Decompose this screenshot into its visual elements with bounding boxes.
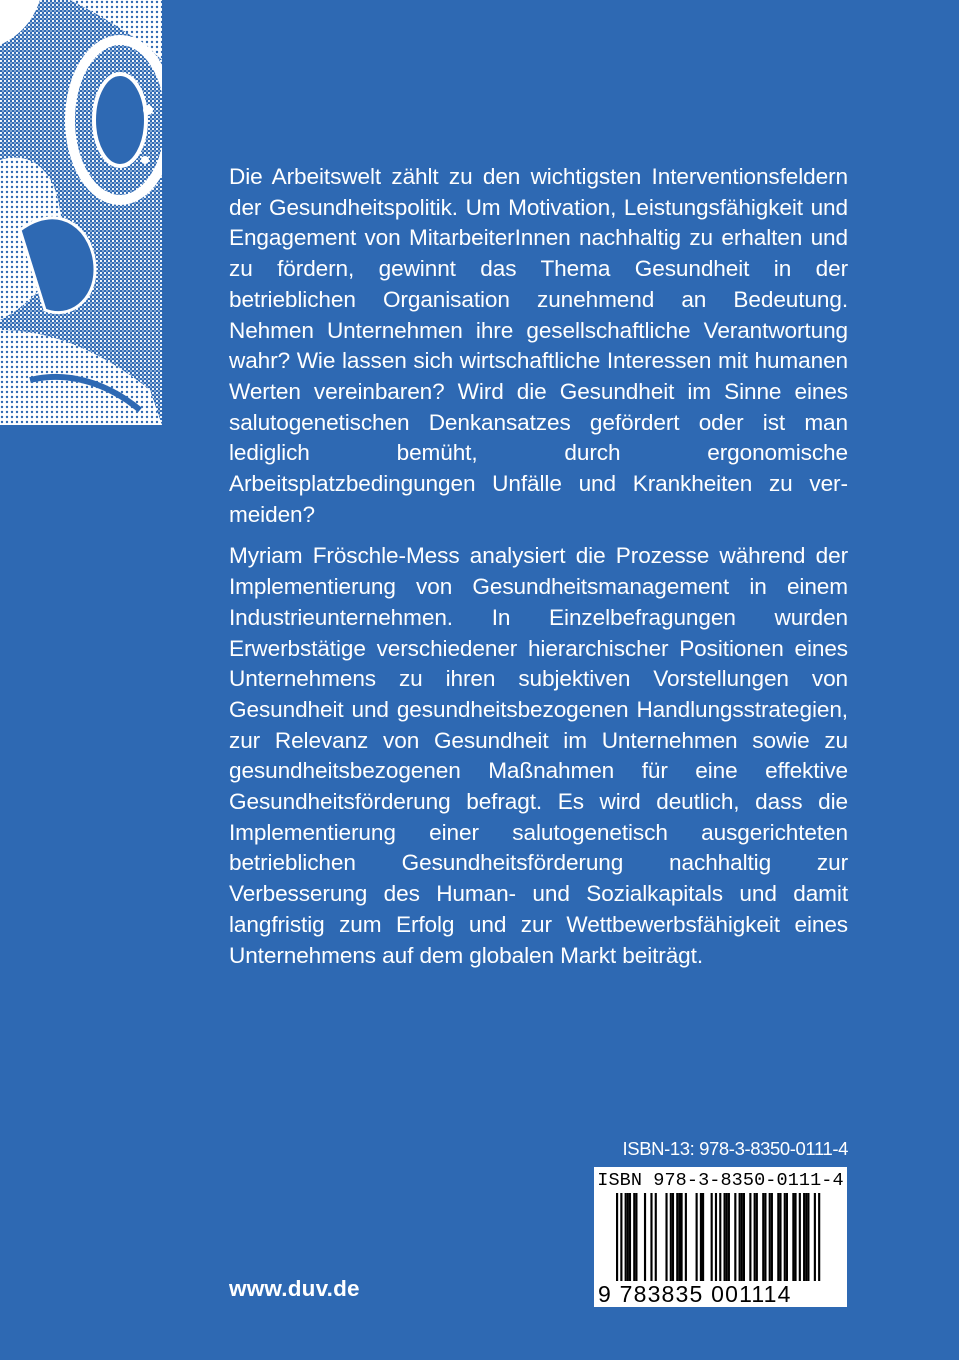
barcode-bar: [764, 1193, 766, 1283]
barcode-bar: [696, 1193, 698, 1283]
barcode-bar: [807, 1193, 809, 1283]
barcode-bar: [655, 1193, 657, 1283]
barcode-bar: [734, 1193, 736, 1283]
barcode-isbn-text: ISBN 978-3-8350-0111-4: [597, 1170, 844, 1191]
barcode-bar: [629, 1193, 631, 1283]
barcode-bar: [762, 1193, 764, 1283]
barcode-bar: [635, 1193, 637, 1283]
barcode-bar: [724, 1193, 726, 1283]
isbn13-label: ISBN-13: 978-3-8350-0111-4: [622, 1138, 848, 1159]
barcode-bar: [711, 1193, 713, 1283]
publisher-website: www.duv.de: [229, 1276, 360, 1301]
barcode-bar: [726, 1193, 728, 1283]
barcode-bar: [805, 1193, 807, 1283]
blurb-paragraph-1: Die Arbeitswelt zählt zu den wichtigsten Interventionsfeldern der Gesundheitspolitik. Um Motivation, Leistungsfähigkeit und Engagement von MitarbeiterInnen nachhaltig zu erhalten und zu fördern, gewinnt das Thema Gesundheit in der betrieblichen Organisation zunehmend an Bedeutung. Nehmen Unternehmen ihre gesellschaftliche Verantwortung wahr? Wie lassen sich wirtschaftliche Interessen mit humanen Werten vereinbaren? Wird die Gesundheit im Sinne eines salutogenetischen Denkansatzes gefördert oder ist man lediglich bemüht, durch ergonomische Arbeitsplatzbedingungen Unfälle und Krankheiten zu vermeiden?: [229, 164, 848, 527]
barcode-bar: [794, 1193, 796, 1283]
barcode-bar: [625, 1193, 627, 1283]
barcode-bar: [670, 1193, 672, 1283]
barcode-bar: [792, 1193, 794, 1283]
cover-photo-fragment: [0, 0, 162, 425]
barcode-bar: [741, 1193, 743, 1283]
barcode-bar: [728, 1193, 730, 1283]
barcode-bar: [685, 1193, 687, 1283]
barcode-bar: [700, 1193, 702, 1283]
barcode-bar: [756, 1193, 758, 1283]
barcode-bar: [769, 1193, 771, 1283]
barcode: [594, 1167, 847, 1307]
barcode-bar: [665, 1193, 667, 1283]
barcode-bar: [779, 1193, 781, 1283]
barcode-bar: [676, 1193, 678, 1283]
barcode-bar: [786, 1193, 788, 1283]
barcode-bar: [702, 1193, 704, 1283]
barcode-bar: [749, 1193, 751, 1283]
barcode-bar: [650, 1193, 652, 1283]
barcode-bar: [799, 1193, 801, 1283]
back-cover-blurb: [229, 162, 848, 971]
barcode-bar: [754, 1193, 756, 1283]
barcode-bar: [644, 1193, 646, 1283]
barcode-bar: [672, 1193, 674, 1283]
barcode-bar: [739, 1193, 741, 1283]
barcode-bar: [803, 1193, 805, 1283]
barcode-digits: 9 783835 001114: [594, 1281, 847, 1307]
barcode-bar: [771, 1193, 773, 1283]
barcode-bar: [681, 1193, 683, 1283]
blurb-paragraph-2: Myriam Fröschle-Mess analysiert die Prozesse während der Implementierung von Gesundheitsmanagement in einem Industrieunternehmen. In Einzelbefragungen wurden Erwerbstätige verschiedener hierarchischer Positionen eines Unternehmens zu ihren subjektiven Vorstellungen von Gesundheit und gesundheitsbezogenen Handlungsstrategien, zur Relevanz von Gesundheit im Unternehmen sowie zu gesundheitsbezogenen Maßnahmen für eine effektive Gesundheitsförderung befragt. Es wird deutlich, dass die Implementierung einer salutogenetisch ausgerichteten betrieblichen Gesundheitsförderung nachhaltig zur Verbesserung des Human- und Sozialkapitals und damit langfristig zum Erfolg und zur Wettbewerbsfähigkeit eines Unternehmens auf dem globalen Markt beiträgt.: [229, 543, 848, 968]
barcode-bar: [678, 1193, 680, 1283]
barcode-bar: [743, 1193, 745, 1283]
barcode-bar: [777, 1193, 779, 1283]
barcode-bar: [784, 1193, 786, 1283]
barcode-bar: [627, 1193, 629, 1283]
barcode-bar: [633, 1193, 635, 1283]
